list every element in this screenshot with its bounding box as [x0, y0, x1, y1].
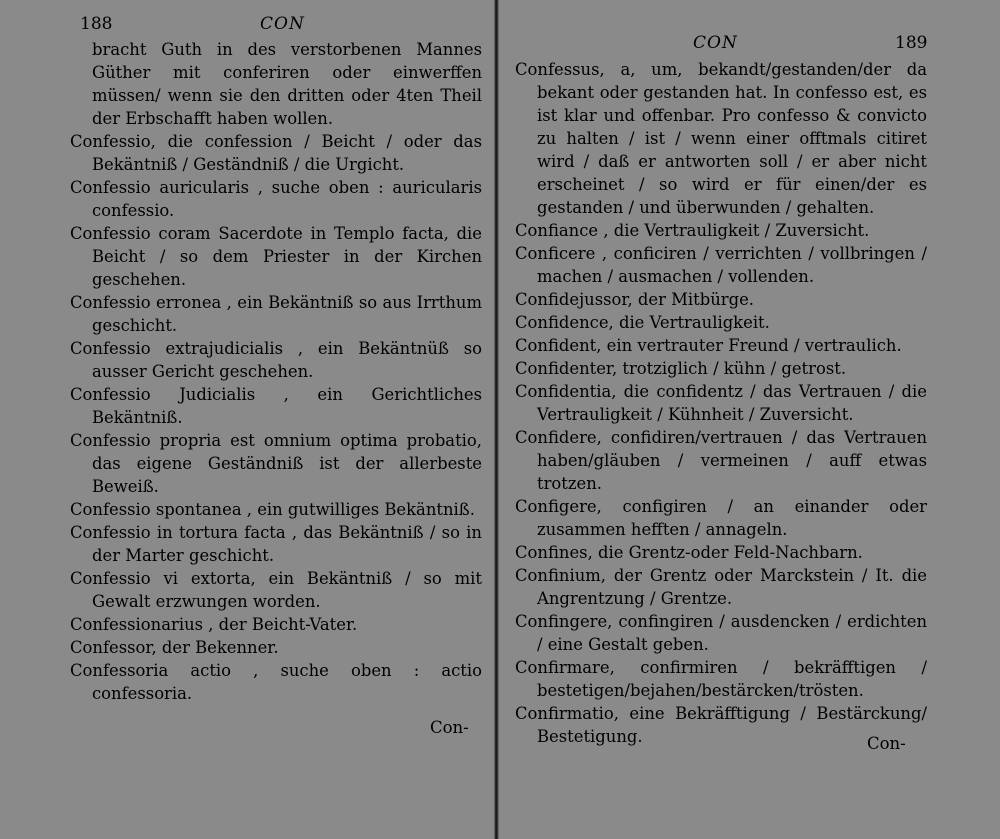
dictionary-entry: Conficere , conficiren / verrichten / vollbringen / machen / ausmachen / vollenden.: [515, 244, 927, 286]
dictionary-entry: Confessus, a, um, bekandt/gestanden/der da bekant oder gestanden hat. In confesso est, es ist klar und offenbar. Pro confesso & convicto zu halten / ist / wenn einer offtmals citiret wird / daß er antworten soll / er aber nicht erscheinet / so wird er für einen/der es gestanden / und überwunden / gehalten.: [515, 60, 927, 217]
entry-list: [70, 38, 482, 705]
dictionary-entry: Confessio vi extorta, ein Bekäntniß / so mit Gewalt erzwungen worden.: [70, 569, 482, 611]
dictionary-entry: Confessor, der Bekenner.: [70, 638, 279, 657]
page-number: 189: [895, 33, 928, 53]
dictionary-entry: bracht Guth in des verstorbenen Mannes Güther mit conferiren oder einwerffen müssen/ wenn sie den dritten oder 4ten Theil der Erbschafft haben wollen.: [92, 40, 482, 128]
catchword: Con-: [867, 734, 906, 753]
dictionary-entry: Confiance , die Vertrauligkeit / Zuversicht.: [515, 221, 870, 240]
dictionary-entry: Confidentia, die confidentz / das Vertrauen / die Vertrauligkeit / Kühnheit / Zuversicht.: [515, 382, 927, 424]
left-page: [70, 0, 482, 839]
dictionary-entry: Configere, configiren / an einander oder zusammen hefften / annageln.: [515, 497, 927, 539]
catchword: Con-: [430, 718, 469, 737]
dictionary-entry: Confirmare, confirmiren / bekräfftigen / bestetigen/bejahen/bestärcken/trösten.: [515, 658, 927, 700]
dictionary-entry: Confessio auricularis , suche oben : auricularis confessio.: [70, 178, 482, 220]
dictionary-entry: Confessio, die confession / Beicht / oder das Bekäntniß / Geständniß / die Urgicht.: [70, 132, 482, 174]
dictionary-entry: Confidence, die Vertrauligkeit.: [515, 313, 770, 332]
dictionary-entry: Confident, ein vertrauter Freund / vertraulich.: [515, 336, 902, 355]
dictionary-entry: Confessoria actio , suche oben : actio confessoria.: [70, 661, 482, 703]
dictionary-entry: Confessio extrajudicialis , ein Bekäntnüß so ausser Gericht geschehen.: [70, 339, 482, 381]
dictionary-entry: Confidenter, trotziglich / kühn / getrost.: [515, 359, 847, 378]
dictionary-entry: Confessio propria est omnium optima probatio, das eigene Geständniß ist der allerbeste Beweiß.: [70, 431, 482, 496]
dictionary-entry: Confessio erronea , ein Bekäntniß so aus Irrthum geschicht.: [70, 293, 482, 335]
dictionary-entry: Confessio coram Sacerdote in Templo facta, die Beicht / so dem Priester in der Kirchen geschehen.: [70, 224, 482, 289]
page-number: 188: [80, 14, 113, 34]
dictionary-entry: Confessio in tortura facta , das Bekäntniß / so in der Marter geschicht.: [70, 523, 482, 565]
dictionary-entry: Confines, die Grentz-oder Feld-Nachbarn.: [515, 543, 863, 562]
running-head: CON: [693, 33, 738, 53]
dictionary-entry: Confirmatio, eine Bekräfftigung / Bestärckung/ Bestetigung.: [515, 704, 927, 746]
dictionary-entry: Confessionarius , der Beicht-Vater.: [70, 615, 358, 634]
dictionary-entry: Confinium, der Grentz oder Marckstein / It. die Angrentzung / Grentze.: [515, 566, 927, 608]
dictionary-entry: Confessio Judicialis , ein Gerichtliches Bekäntniß.: [70, 385, 482, 427]
dictionary-entry: Confingere, confingiren / ausdencken / erdichten / eine Gestalt geben.: [515, 612, 927, 654]
running-head: CON: [260, 14, 305, 34]
dictionary-entry: Confessio spontanea , ein gutwilliges Bekäntniß.: [70, 500, 475, 519]
dictionary-entry: Confidejussor, der Mitbürge.: [515, 290, 755, 309]
book-gutter: [494, 0, 499, 839]
entry-list: [515, 58, 927, 748]
dictionary-entry: Confidere, confidiren/vertrauen / das Vertrauen haben/gläuben / vermeinen / auff etwas trotzen.: [515, 428, 927, 493]
right-page: [515, 0, 927, 839]
